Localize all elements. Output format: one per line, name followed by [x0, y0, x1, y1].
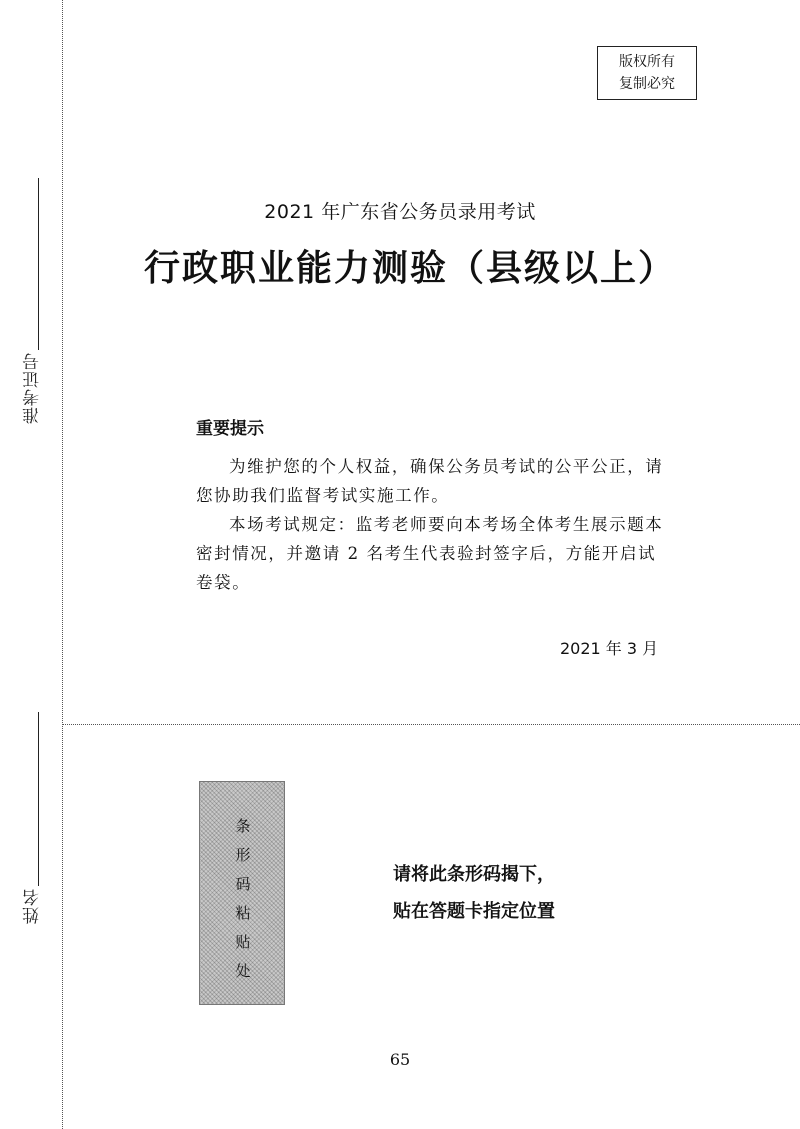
barcode-char: 码	[235, 875, 251, 893]
exam-title: 行政职业能力测验（县级以上）	[143, 248, 676, 289]
barcode-char: 形	[235, 846, 251, 864]
exam-subtitle: 2021 年广东省公务员录用考试	[264, 201, 536, 223]
barcode-char: 贴	[235, 933, 251, 951]
page-number: 65	[389, 1050, 411, 1069]
copyright-line-2: 复制必究	[619, 76, 675, 92]
barcode-instruction-line-1: 请将此条形码揭下，	[393, 864, 555, 885]
barcode-char: 处	[235, 962, 251, 980]
notice-body	[196, 452, 666, 597]
barcode-char: 条	[235, 817, 251, 835]
copyright-line-1: 版权所有	[619, 54, 675, 70]
copyright-box	[597, 46, 697, 100]
fold-dotted-line	[62, 724, 800, 725]
barcode-instruction-line-2: 贴在答题卡指定位置	[393, 901, 555, 922]
notice-paragraph-1: 为维护您的个人权益，确保公务员考试的公平公正，请您协助我们监督考试实施工作。	[196, 457, 664, 505]
barcode-instruction	[393, 856, 555, 930]
barcode-sticker-area[interactable]	[199, 781, 285, 1005]
binding-dotted-line	[62, 0, 63, 1129]
name-label: 姓名	[23, 888, 43, 924]
name-underline	[38, 712, 39, 886]
notice-paragraph-2: 本场考试规定：监考老师要向本考场全体考生展示题本密封情况，并邀请 2 名考生代表验封签字后，方能开启试卷袋。	[196, 515, 664, 592]
admission-number-label: 准考证号	[23, 352, 43, 424]
notice-heading: 重要提示	[196, 419, 264, 439]
barcode-char: 粘	[235, 904, 251, 922]
notice-date: 2021 年 3 月	[560, 639, 659, 658]
barcode-placement-text	[200, 812, 286, 986]
